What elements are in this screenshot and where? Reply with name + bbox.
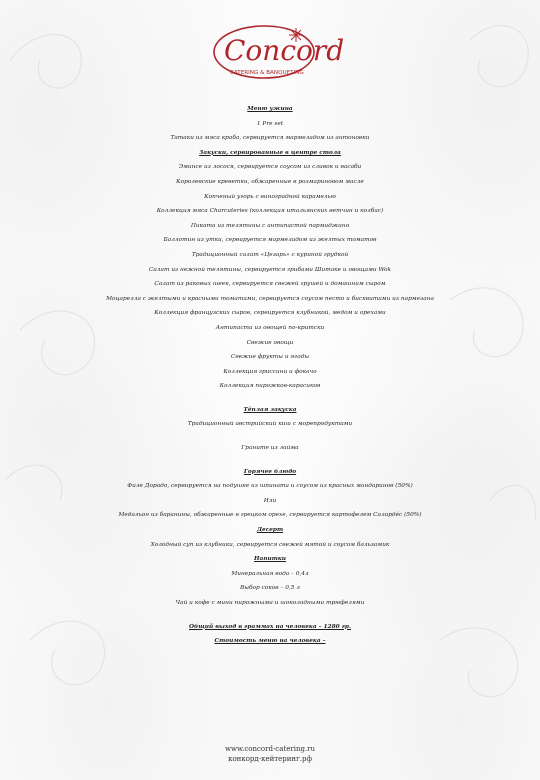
menu-item: Филе Дорадо, сервируется на подушке из шпината и соусом из красных мандаринов (50%) (127, 483, 413, 490)
menu-item: Коллекция пирожков-карасиков (219, 383, 321, 390)
menu-item: Свежие фрукты и ягоды (230, 354, 310, 361)
section-gap (0, 456, 540, 465)
footer (0, 744, 540, 764)
menu-heading: Напитки (254, 556, 286, 563)
menu-item: Коллекция гриссини и фокачо (223, 368, 317, 375)
menu-item: Антипаста из овощей по-критски (215, 324, 325, 331)
menu-heading: Закуски, сервированные в центре стола (199, 149, 341, 156)
menu-item: Минеральная вода – 0,4л (231, 570, 309, 577)
menu-content (0, 102, 540, 649)
menu-item: Пиката из телятины с антипастой пармиджано (190, 222, 350, 229)
menu-item: Салат из раковых шеек, сервируется свежей грушей и домашним сыром (154, 281, 386, 288)
menu-set: 1 Pre set (256, 120, 284, 127)
menu-item: Традиционный австрийский киш с морепродуктами (187, 421, 353, 428)
logo-graphic (200, 20, 345, 86)
menu-item: Баллотин из утки, сервируется мармеладом из желтых томатов (163, 237, 377, 244)
concord-logo[interactable] (200, 20, 345, 86)
menu-item: Татаки из мяса краба, сервируется мармеладом из антоновки (170, 135, 370, 142)
menu-item: Свежие овощи (246, 339, 294, 346)
menu-item: Копченый угорь с виноградной карамелью (204, 193, 336, 200)
menu-item: Граните из лайма (241, 445, 299, 452)
footer-url-cyrillic[interactable]: конкорд-кейтеринг.рф (228, 755, 312, 763)
menu-item: Моцарелла с желтыми и красными томатами, сервируется соусом песто и бисквитами из пармезана (106, 295, 434, 302)
footer-url-latin[interactable]: www.concord-catering.ru (224, 745, 316, 753)
menu-item: Эминсе из лосося, сервируется соусом из сливок и васаби (178, 164, 362, 171)
logo-subtext: CATERING & BANQUETING (230, 70, 304, 76)
menu-item: Салат из нежной телятины, сервируется грибами Шитаке и овощами Wok (148, 266, 392, 273)
menu-item: Традиционный салат «Цезарь» с куриной грудкой (191, 251, 349, 258)
menu-item: Выбор соков – 0,5 л (240, 585, 300, 592)
menu-heading: Общий выход в граммах на человека – 1280 гр. (188, 623, 352, 630)
menu-item: Или (263, 497, 277, 504)
menu-title: Меню ужина (247, 106, 293, 112)
menu-item: Коллекция мяса Charcuteries (коллекция итальянских ветчин и колбас) (156, 208, 384, 215)
section-gap (0, 394, 540, 403)
logo-text: Concord (224, 34, 345, 67)
menu-heading: Стоимость меню на человека – (214, 638, 326, 645)
menu-item: Чай и кофе с мини пирожными и шоколадными трюфелями (175, 600, 365, 606)
menu-sections (0, 131, 540, 649)
menu-heading: Тёплая закуска (243, 406, 297, 413)
menu-heading: Десерт (256, 527, 284, 534)
menu-heading: Горячее блюдо (243, 468, 297, 475)
section-gap (0, 432, 540, 441)
menu-item: Медальон из баранины, обжаренные в грецком орехе, сервируется картофелем Саларде́с (50%) (118, 512, 422, 519)
section-gap (0, 611, 540, 620)
menu-item: Королевские креветки, обжаренные в розмариновом масле (176, 178, 364, 185)
menu-item: Коллекция французских сыров, сервируется клубникой, медом и орехами (154, 310, 386, 317)
menu-item: Холодный суп из клубники, сервируется свежей мятой и соусом бальзамик (150, 541, 390, 548)
